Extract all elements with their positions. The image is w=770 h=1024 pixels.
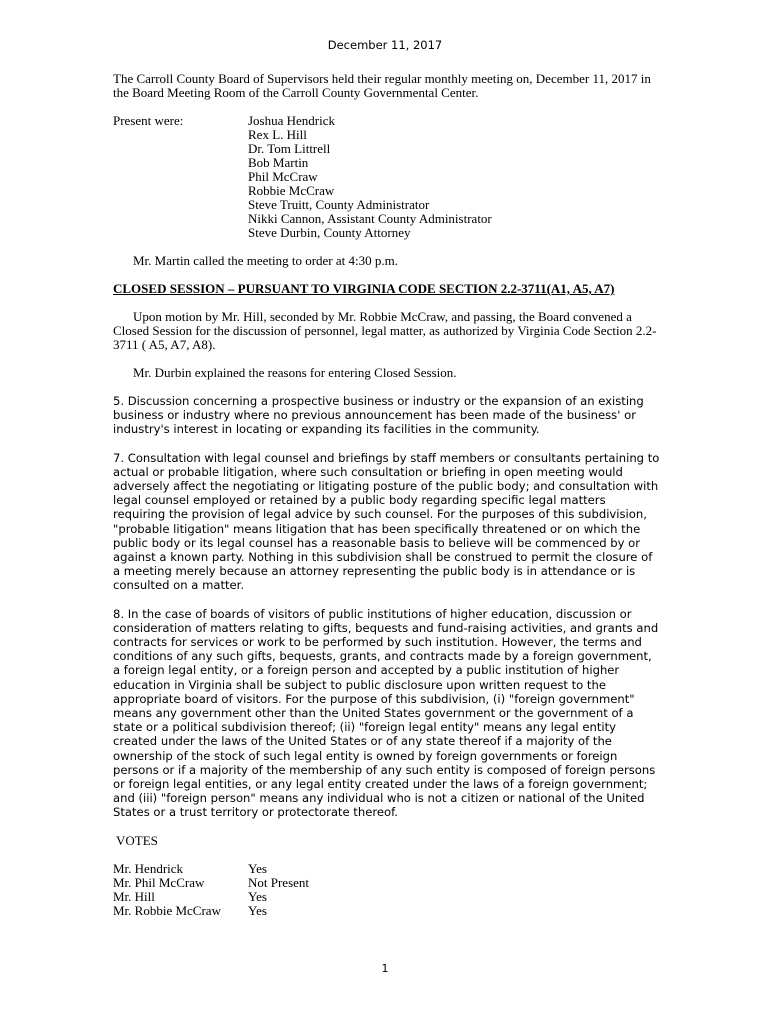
vote-value: Yes: [248, 902, 267, 918]
vote-row: [113, 904, 661, 918]
vote-row: [113, 862, 661, 876]
code-item-5: 5. Discussion concerning a prospective business or industry or the expansion of an existing business or industry where no previous announcement has been made of the business' or industry's interest in locating or expanding its facilities in the community.: [113, 394, 644, 437]
closed-session-heading: CLOSED SESSION – PURSUANT TO VIRGINIA CODE SECTION 2.2-3711(A1, A5, A7): [113, 281, 615, 296]
attendee-name: Nikki Cannon, Assistant County Administrator: [248, 211, 492, 226]
attendee-name: Rex L. Hill: [248, 127, 307, 142]
attendance-list: [113, 114, 661, 240]
vote-value: Yes: [248, 888, 267, 904]
attendee-name: Joshua Hendrick: [248, 113, 336, 128]
attendee-name: Dr. Tom Littrell: [248, 141, 331, 156]
motion-paragraph: Upon motion by Mr. Hill, seconded by Mr. Robbie McCraw, and passing, the Board convened a Closed Session for the discussion of personnel, legal matter, as authorized by Virginia Code Section 2.2-3711 ( A5, A7, A8).: [113, 309, 657, 352]
durbin-explanation: Mr. Durbin explained the reasons for entering Closed Session.: [133, 365, 457, 380]
code-item-7: 7. Consultation with legal counsel and briefings by staff members or consultants pertaining to actual or probable litigation, where such consultation or briefing in open meeting would adversely affect the negotiating or litigating posture of the public body; and consultation with legal counsel employed or retained by a public body regarding specific legal matters requiring the provision of legal advice by such counsel. For the purposes of this subdivision, "probable litigation" means litigation that has been specifically threatened or on which the public body or its legal counsel has a reasonable basis to believe will be commenced by or against a known party. Nothing in this subdivision shall be construed to permit the closure of a meeting merely because an attorney representing the public body is in attendance or is consulted on a matter.: [113, 450, 660, 593]
vote-member: Mr. Hill: [113, 888, 155, 904]
call-to-order: Mr. Martin called the meeting to order at 4:30 p.m.: [133, 253, 398, 268]
vote-value: Not Present: [248, 874, 310, 890]
vote-member: Mr. Phil McCraw: [113, 874, 205, 890]
attendee-name: Steve Truitt, County Administrator: [248, 197, 430, 212]
vote-member: Mr. Hendrick: [113, 860, 184, 876]
attendee-name: Steve Durbin, County Attorney: [248, 225, 411, 240]
code-item-8: 8. In the case of boards of visitors of public institutions of higher education, discussion or consideration of matters relating to gifts, bequests and fund-raising activities, and grants and contracts for services or work to be performed by such institution. However, the terms and conditions of any such gifts, bequests, grants, and contracts made by a foreign government, a foreign legal entity, or a foreign person and accepted by a public institution of higher education in Virginia shall be subject to public disclosure upon written request to the appropriate board of visitors. For the purpose of this subdivision, (i) "foreign government" means any government other than the United States government or the government of a state or a political subdivision thereof; (ii) "foreign legal entity" means any legal entity created under the laws of the United States or of any state thereof if a majority of the ownership of the stock of such legal entity is owned by foreign governments or foreign persons or if a majority of the membership of any such entity is composed of foreign persons or foreign legal entities, or any legal entity created under the laws of a foreign government; and (iii) "foreign person" means any individual who is not a citizen or national of the United States or a trust territory or protectorate thereof.: [113, 606, 659, 820]
present-label: Present were:: [113, 113, 184, 128]
votes-table: [113, 862, 661, 918]
vote-member: Mr. Robbie McCraw: [113, 902, 221, 918]
attendee-name: Robbie McCraw: [248, 183, 335, 198]
page-header-date: December 11, 2017: [327, 38, 443, 52]
vote-row: [113, 890, 661, 904]
attendee-name: Phil McCraw: [248, 169, 318, 184]
vote-value: Yes: [248, 860, 267, 876]
intro-paragraph: The Carroll County Board of Supervisors held their regular monthly meeting on, December 11, 2017 in the Board Meeting Room of the Carroll County Governmental Center.: [113, 71, 651, 100]
attendee-names: [248, 114, 492, 240]
minutes-body: [113, 72, 661, 918]
page-number: 1: [381, 962, 389, 975]
vote-row: [113, 876, 661, 890]
votes-title: VOTES: [116, 832, 158, 848]
attendee-name: Bob Martin: [248, 155, 309, 170]
